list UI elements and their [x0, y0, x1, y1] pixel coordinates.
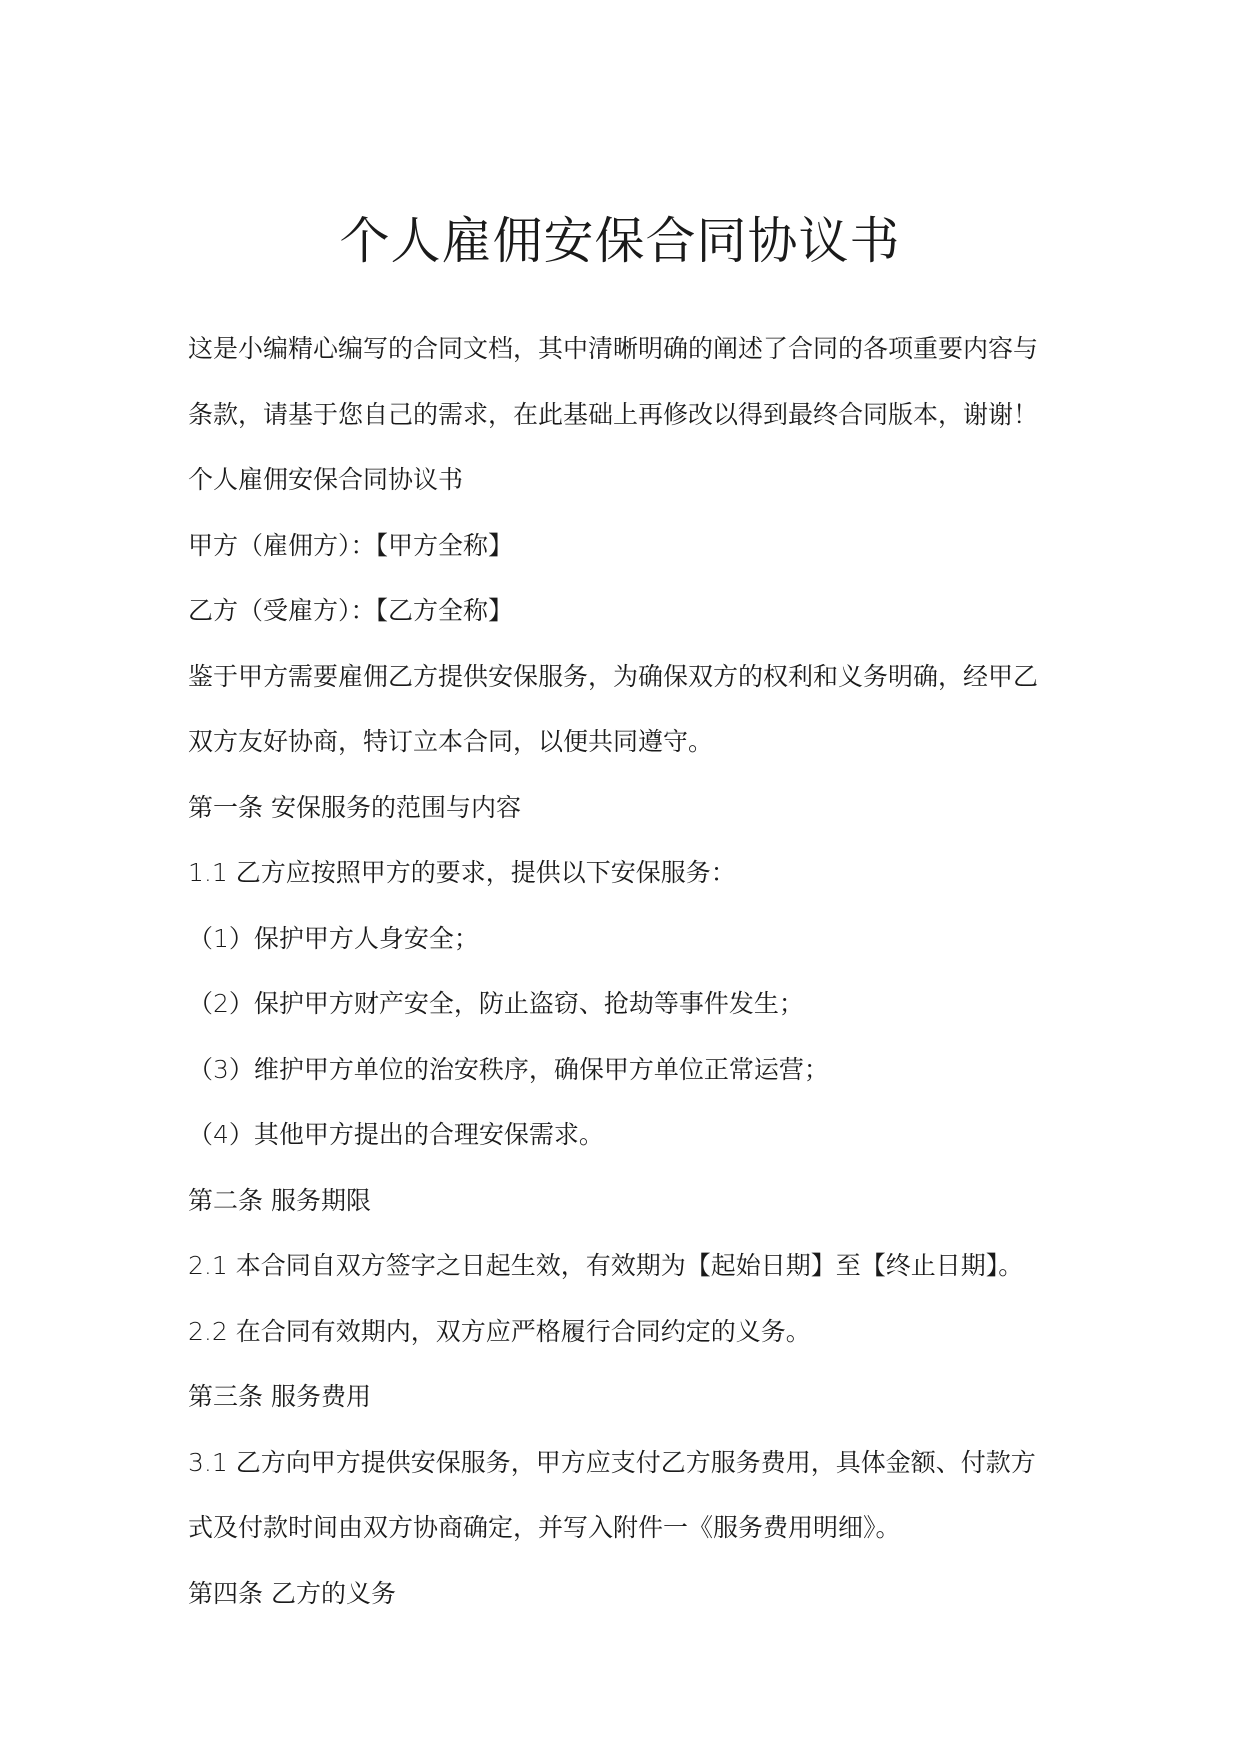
article-1-heading: 第一条 安保服务的范围与内容 [188, 792, 521, 822]
party-a: 甲方（雇佣方）：【甲方全称】 [188, 530, 514, 560]
clause-1-1-item-1: （1）保护甲方人身安全； [188, 923, 479, 953]
clause-1-1-item-3: （3）维护甲方单位的治安秩序，确保甲方单位正常运营； [188, 1054, 829, 1084]
party-b: 乙方（受雇方）：【乙方全称】 [188, 596, 514, 625]
clause-3-1-line-1: 3.1 乙方向甲方提供安保服务，甲方应支付乙方服务费用，具体金额、付款方 [188, 1447, 1036, 1477]
clause-3-1-line-2: 式及付款时间由双方协商确定，并写入附件一《服务费用明细》。 [188, 1513, 901, 1542]
article-3-heading: 第三条 服务费用 [188, 1382, 371, 1411]
preamble-line-1: 鉴于甲方需要雇佣乙方提供安保服务，为确保双方的权利和义务明确，经甲乙 [188, 661, 1039, 691]
preamble-line-2: 双方友好协商，特订立本合同，以便共同遵守。 [188, 727, 714, 756]
clause-2-1: 2.1 本合同自双方签字之日起生效，有效期为【起始日期】至【终止日期】。 [188, 1251, 1024, 1280]
clause-1-1-item-4: （4）其他甲方提出的合理安保需求。 [188, 1120, 604, 1149]
article-4-heading: 第四条 乙方的义务 [188, 1578, 396, 1608]
article-2-heading: 第二条 服务期限 [188, 1185, 371, 1215]
document-body [188, 316, 1048, 1626]
clause-1-1: 1.1 乙方应按照甲方的要求，提供以下安保服务： [188, 858, 736, 887]
clause-2-2: 2.2 在合同有效期内，双方应严格履行合同约定的义务。 [188, 1316, 811, 1346]
intro-line-1: 这是小编精心编写的合同文档，其中清晰明确的阐述了合同的各项重要内容与 [188, 334, 1039, 363]
document-title: 个人雇佣安保合同协议书 [339, 212, 901, 270]
intro-line-2: 条款，请基于您自己的需求，在此基础上再修改以得到最终合同版本，谢谢！ [188, 399, 1039, 429]
contract-subtitle: 个人雇佣安保合同协议书 [188, 465, 464, 494]
clause-1-1-item-2: （2）保护甲方财产安全，防止盗窃、抢劫等事件发生； [188, 989, 804, 1018]
